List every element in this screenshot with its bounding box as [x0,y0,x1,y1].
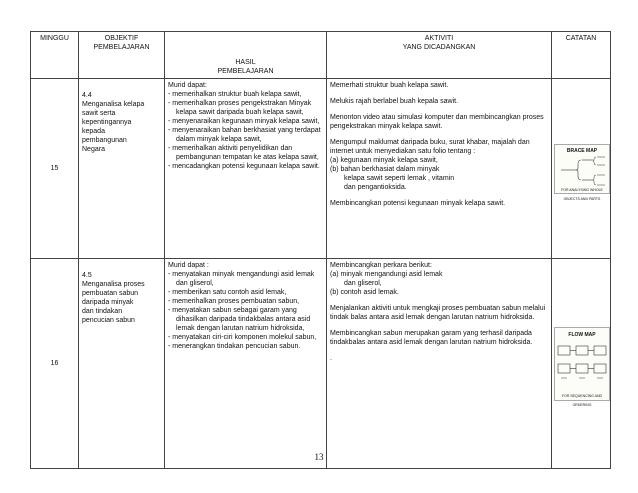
catatan-cell [552,259,611,469]
map-caption: FOR SEQUENCING AND ORDERING [561,393,603,407]
header-objektif: OBJEKTIF PEMBELAJARAN [79,32,165,79]
activity-item: Membincangkan perkara berikut: [330,262,432,269]
activity-cell [327,79,552,259]
map-caption: FOR ANALYSING WHOLE OBJECTS AND PARTS [561,187,603,201]
header-minggu: MINGGU [31,32,79,79]
outcome-cell: Murid dapat: - memerihalkan struktur buah kelapa sawit, - memerihalkan proses pengekstrakan Minyak kelapa sawit daripada buah kelapa sawit, - menyenaraikan kegunaan minyak kelapa sawit, - menyenaraikan bahan berkhasiat yang terdapat dalam minyak kelapa sawit, - memerihalkan aktiviti penyelidikan dan pembangunan tempatan ke atas kelapa sawit, - mencadangkan potensi kegunaan kelapa sawit. [165,79,327,259]
activity-item: Menonton video atau simulasi komputer dan membincangkan proses pengekstrakan minyak kelapa sawit. [330,114,544,130]
outcome-item: - memerihalkan struktur buah kelapa sawit, [168,91,302,98]
activity-item: dan pengantioksida. [344,184,407,191]
activity-item: (b) contoh asid lemak. [330,289,399,296]
outcome-item: - menyatakan ciri-ciri komponen molekul sabun, [168,334,317,341]
activity-item: Membincangkan sabun merupakan garam yang terhasil daripada tindakbalas antara asid lemak dengan larutan natrium hidroksida. [330,330,533,346]
objective-cell: 4.4 Menganalisa kelapa sawit serta kepentingannya kepada pembangunan Negara [79,79,165,259]
activity-item: Mengumpul maklumat daripada buku, surat khabar, majalah dan internet untuk menyediakan satu folio tentang : [330,139,530,155]
map-title: FLOW MAP [568,331,596,338]
catatan-cell [552,79,611,259]
outcome-item: - menyenaraikan kegunaan minyak kelapa sawit, [168,118,320,125]
activity-item: Memerhati struktur buah kelapa sawit. [330,82,449,89]
outcome-item: - mencadangkan potensi kegunaan kelapa sawit. [168,163,320,170]
header-catatan: CATATAN [552,32,611,79]
lesson-plan-table [30,31,611,469]
activity-item: Melukis rajah berlabel buah kepala sawit. [330,98,459,105]
flow-map-icon [555,340,609,392]
table-row [31,259,611,469]
activity-item: (a) minyak mengandungi asid lemak [330,271,443,278]
objective-cell: 4.5 Menganalisa proses pembuatan sabun daripada minyak dan tindakan pencucian sabun [79,259,165,469]
map-title: BRACE MAP [566,147,598,154]
outcome-cell: Murid dapat : - menyatakan minyak mengandungi asid lemak dan gliserol, - memberikan satu contoh asid lemak, - memerihalkan proses pembuatan sabun, - menyatakan sabun sebagai garam yang dihasilkan daripada tindakbalas antara asid lemak dengan larutan natrium hidroksida, - menyatakan ciri-ciri komponen molekul sabun, - menerangkan tindakan pencucian sabun. [165,259,327,469]
flow-map-thumbnail [554,327,610,407]
activity-item: . [330,355,332,362]
header-row [31,32,611,79]
activity-item: Membincangkan potensi kegunaan minyak kelapa sawit. [330,200,506,207]
table-row [31,79,611,259]
activity-item: (b) bahan berkhasiat dalam minyak [330,166,440,173]
outcome-item: - menyenaraikan bahan berkhasiat yang terdapat dalam minyak kelapa sawit, [168,127,321,143]
outcome-item: - memerihalkan proses pengekstrakan Minyak kelapa sawit daripada buah kelapa sawit, [168,100,312,116]
activity-item: (a) kegunaan minyak kelapa sawit, [330,157,438,164]
activity-item: kelapa sawit seperti lemak , vitamin [344,175,455,182]
week-number: 16 [31,259,79,469]
outcome-item: - menerangkan tindakan pencucian sabun. [168,343,301,350]
header-hasil: HASIL PEMBELAJARAN [165,32,327,79]
page-number: 13 [314,452,324,462]
outcome-item: - menyatakan minyak mengandungi asid lemak dan gliserol, [168,271,315,287]
outcome-item: - memerihalkan proses pembuatan sabun, [168,298,300,305]
brace-map-icon [555,156,609,186]
activity-cell [327,259,552,469]
header-aktiviti: AKTIVITI YANG DICADANGKAN [327,32,552,79]
week-number: 15 [31,79,79,259]
outcome-item: - menyatakan sabun sebagai garam yang dihasilkan daripada tindakbalas antara asid lemak dengan larutan natrium hidroksida, [168,307,311,332]
outcome-item: - memerihalkan aktiviti penyelidikan dan pembangunan tempatan ke atas kelapa sawit, [168,145,319,161]
activity-item: dan gliserol, [344,280,382,287]
brace-map-thumbnail [554,144,610,201]
outcome-item: - memberikan satu contoh asid lemak, [168,289,287,296]
activity-item: Menjalankan aktiviti untuk mengkaji proses pembuatan sabun melalui tindak balas antara asid lemak dengan larutan natrium hidroksida. [330,305,546,321]
